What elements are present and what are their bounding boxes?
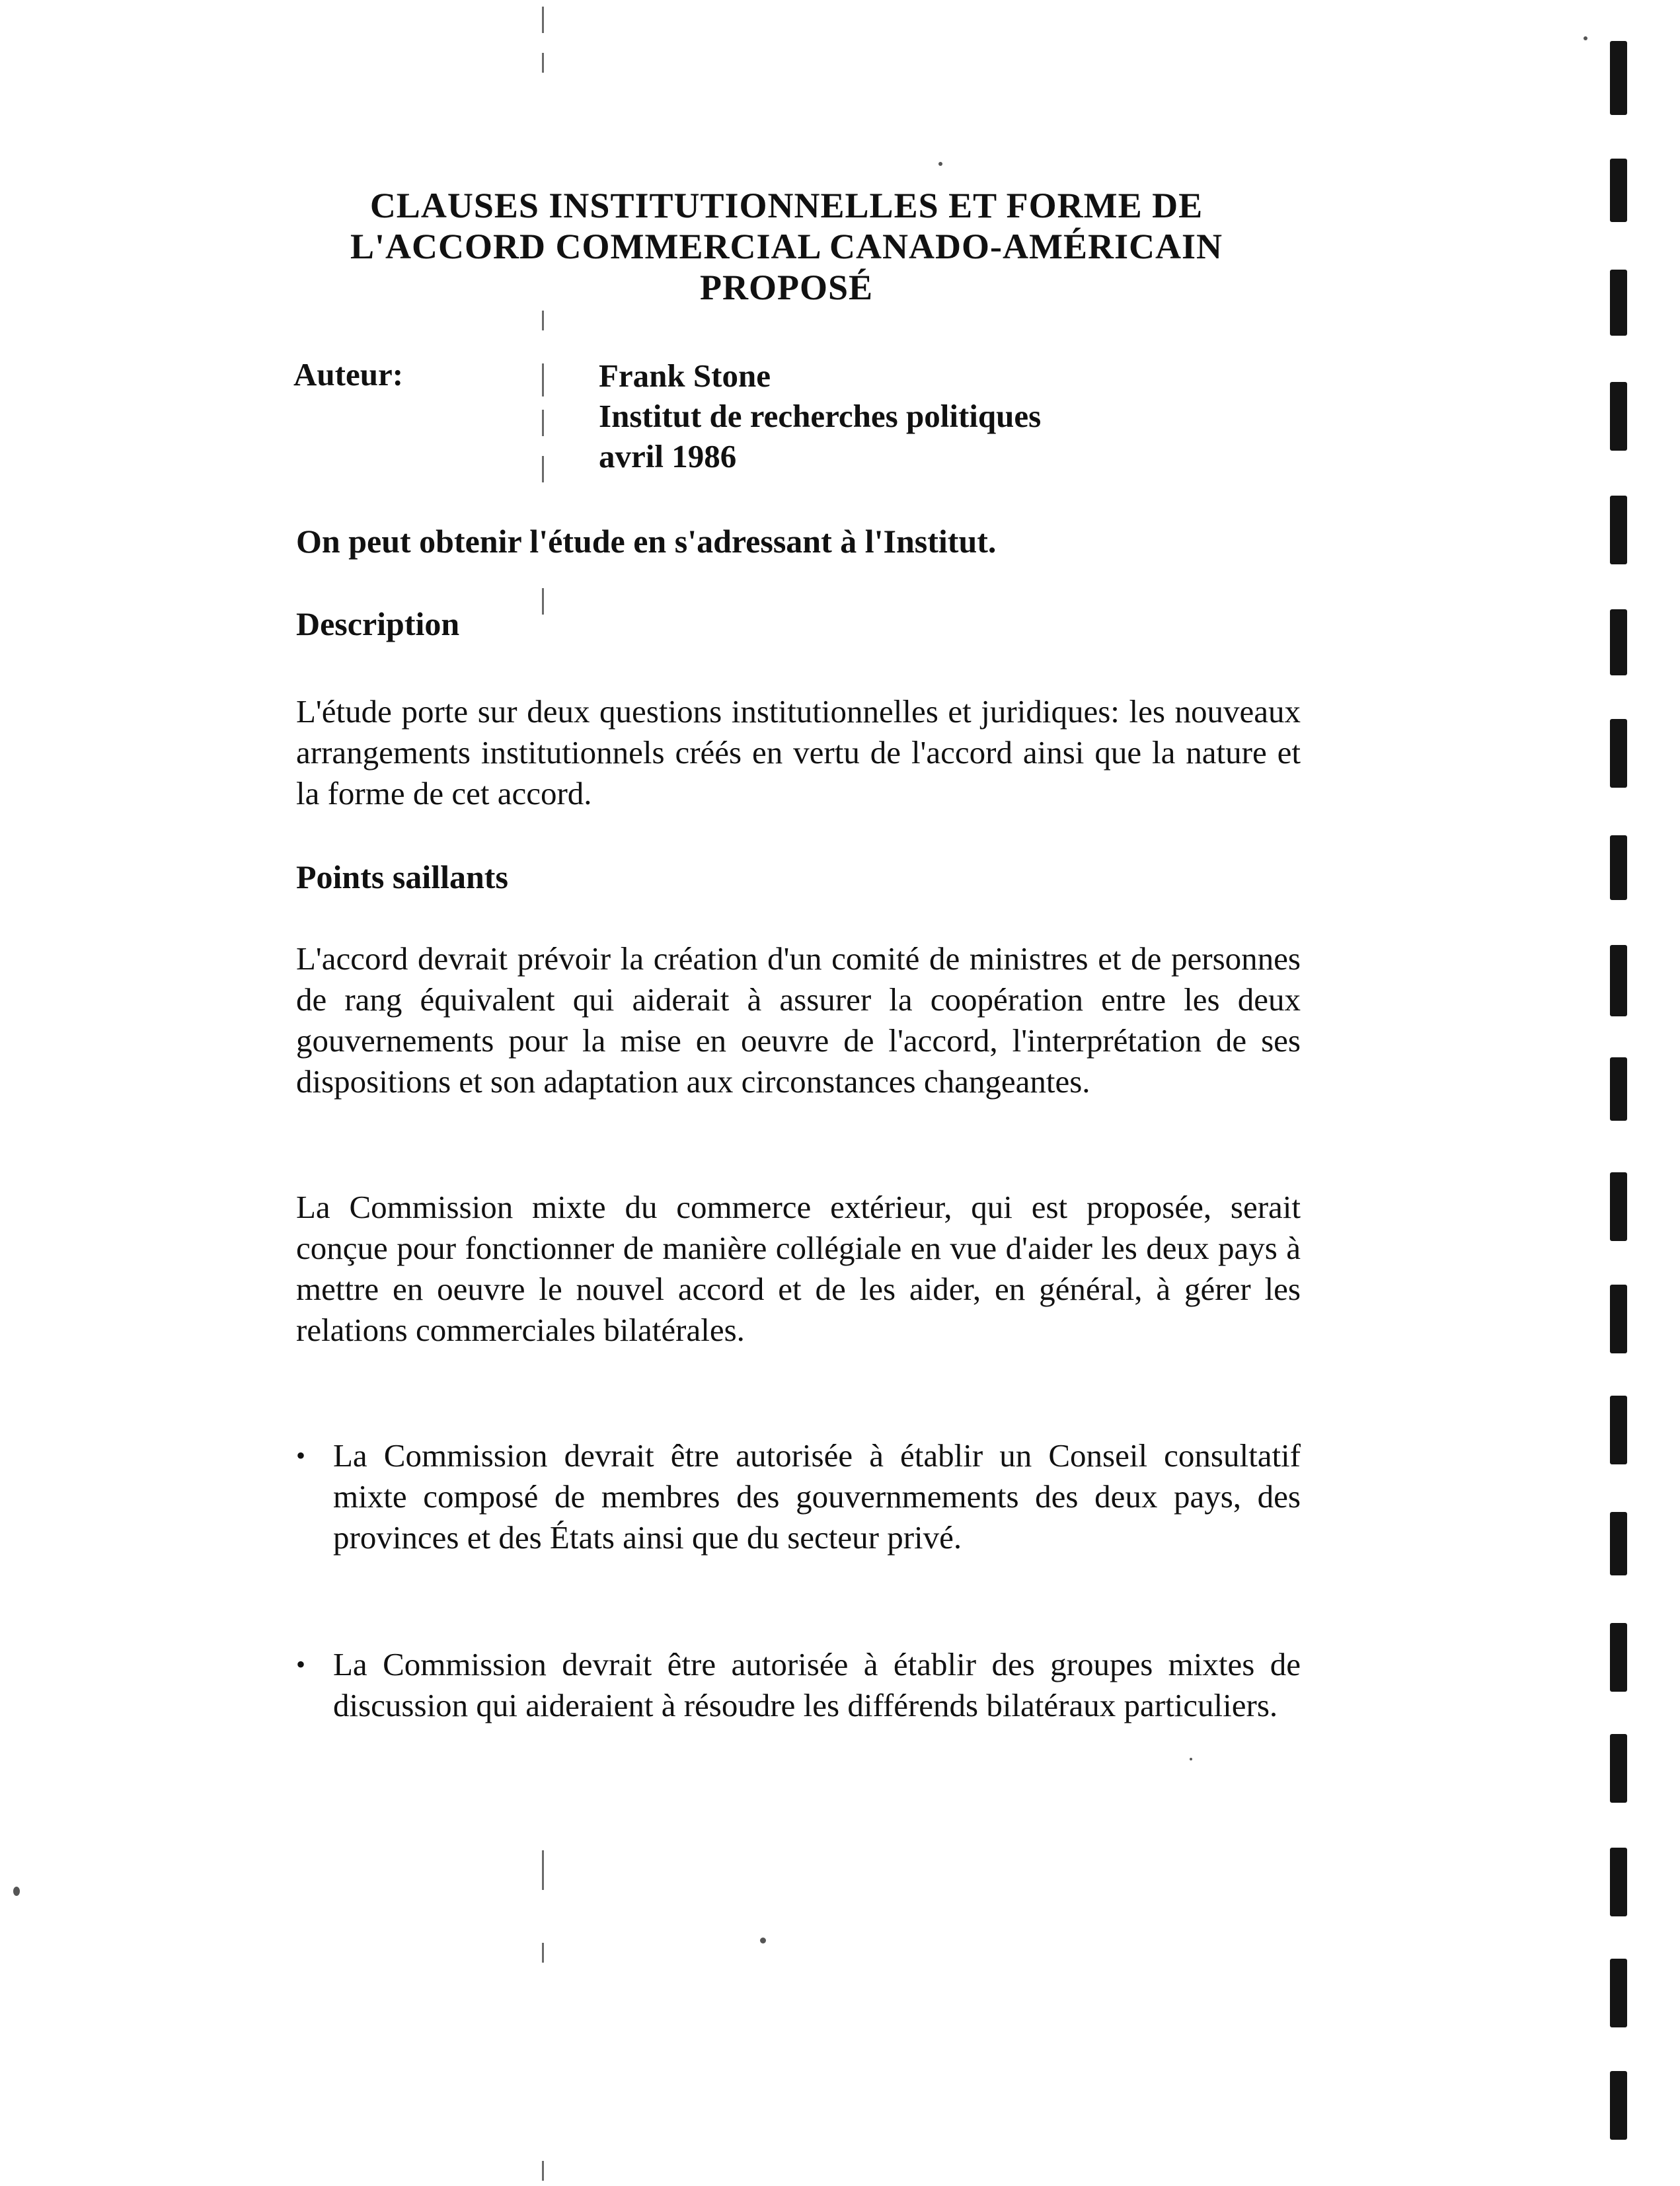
scan-speck	[1584, 36, 1587, 40]
binding-mark	[1610, 382, 1627, 451]
highlights-paragraph: L'accord devrait prévoir la création d'un comité de ministres et de personnes de rang équivalent qui aiderait à assurer la coopération entre les deux gouvernements pour la mise en oeuvre de l'accord, l'interprétation de ses dispositions et son adaptation aux circonstances changeantes.	[296, 940, 1301, 1100]
binding-mark	[1610, 159, 1627, 222]
title-line: L'ACCORD COMMERCIAL CANADO-AMÉRICAIN	[350, 227, 1223, 266]
bullet-text: La Commission devrait être autorisée à établir un Conseil consultatif mixte composé de membres des gouvernmements des deux pays, des provinces et des États ainsi que du secteur privé.	[333, 1437, 1301, 1556]
fold-line	[542, 2161, 544, 2181]
bullet-icon: •	[296, 1649, 306, 1679]
fold-line	[542, 410, 544, 436]
fold-line	[542, 7, 544, 33]
binding-mark	[1610, 1285, 1627, 1353]
binding-mark	[1610, 1959, 1627, 2027]
binding-mark	[1610, 1172, 1627, 1241]
highlights-paragraph: La Commission mixte du commerce extérieur, qui est proposée, serait conçue pour fonctionner de manière collégiale en vue d'aider les deux pays à mettre en oeuvre le nouvel accord et de les aider, en général, à gérer les relations commerciales bilatérales.	[296, 1189, 1301, 1348]
fold-line	[542, 311, 544, 330]
binding-mark	[1610, 609, 1627, 675]
author-institution: Institut de recherches politiques	[599, 398, 1042, 434]
binding-mark	[1610, 496, 1627, 564]
fold-line	[542, 588, 544, 615]
binding-mark	[1610, 1057, 1627, 1121]
title-line: PROPOSÉ	[699, 268, 874, 307]
description-heading: Description	[296, 605, 460, 642]
author-date: avril 1986	[599, 438, 737, 474]
description-text: L'étude porte sur deux questions institutionnelles et juridiques: les nouveaux arrangements institutionnels créés en vertu de l'accord ainsi que la nature et la forme de cet accord.	[296, 693, 1301, 811]
binding-mark	[1610, 1396, 1627, 1464]
scan-speck	[1190, 1758, 1192, 1760]
author-block	[599, 356, 1041, 476]
binding-mark	[1610, 270, 1627, 336]
scan-speck	[13, 1887, 20, 1896]
document-title	[284, 185, 1289, 308]
bullet-icon: •	[296, 1441, 306, 1470]
binding-mark	[1610, 2071, 1627, 2140]
scan-speck	[938, 162, 942, 166]
binding-mark	[1610, 719, 1627, 788]
binding-mark	[1610, 1623, 1627, 1692]
availability-note: On peut obtenir l'étude en s'adressant à l'Institut.	[296, 523, 997, 560]
highlights-heading: Points saillants	[296, 858, 508, 895]
binding-mark	[1610, 41, 1627, 115]
title-line: CLAUSES INSTITUTIONNELLES ET FORME DE	[369, 186, 1203, 225]
fold-line	[542, 1943, 544, 1963]
fold-line	[542, 1850, 544, 1890]
bullet-text: La Commission devrait être autorisée à établir des groupes mixtes de discussion qui aideraient à résoudre les différends bilatéraux particuliers.	[333, 1646, 1301, 1723]
binding-mark	[1610, 1734, 1627, 1803]
scan-speck	[760, 1938, 766, 1943]
binding-mark	[1610, 835, 1627, 900]
fold-line	[542, 363, 544, 396]
binding-mark	[1610, 945, 1627, 1016]
author-label: Auteur:	[293, 356, 404, 393]
author-name: Frank Stone	[599, 358, 771, 394]
fold-line	[542, 53, 544, 73]
binding-mark	[1610, 1848, 1627, 1916]
fold-line	[542, 456, 544, 482]
binding-mark	[1610, 1512, 1627, 1575]
